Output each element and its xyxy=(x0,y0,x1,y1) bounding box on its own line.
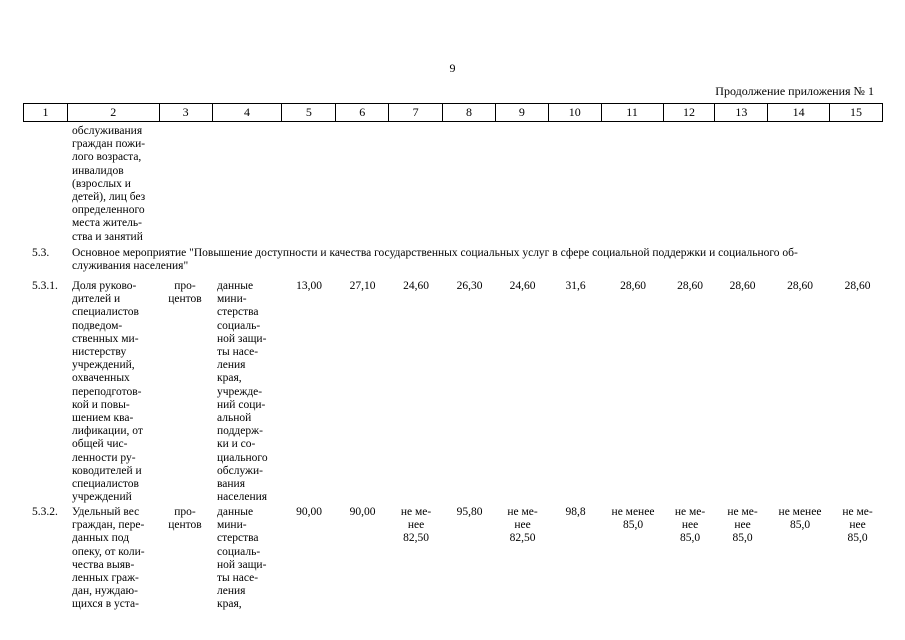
row-value: 27,10 xyxy=(349,280,376,292)
row-value: не ме- нее 85,0 xyxy=(842,506,873,545)
table-header-row xyxy=(23,103,883,122)
row-value: не ме- нее 85,0 xyxy=(674,506,706,545)
row-value: 90,00 xyxy=(296,506,322,518)
row-value: 24,60 xyxy=(509,280,536,292)
row-unit: про- центов xyxy=(168,280,202,306)
row-value: не ме- нее 85,0 xyxy=(727,506,758,545)
row-value: 24,60 xyxy=(403,280,429,292)
header-cell: 3 xyxy=(159,104,212,121)
header-cell: 11 xyxy=(601,104,663,121)
header-cell: 14 xyxy=(767,104,829,121)
row-value: 28,60 xyxy=(620,280,646,292)
row-value: 98,8 xyxy=(565,506,586,518)
row-value: 31,6 xyxy=(565,280,586,292)
header-cell: 7 xyxy=(388,104,442,121)
section-code: 5.3. xyxy=(32,247,50,259)
row-value: не ме- нее 82,50 xyxy=(400,506,432,545)
header-cell: 8 xyxy=(442,104,495,121)
row-value: не ме- нее 82,50 xyxy=(507,506,538,545)
header-cell: 15 xyxy=(829,104,882,121)
row-source: данные мини- стерства социаль- ной защи- ты насе- ления края, учрежде- ний соци- альной поддерж- ки и со- циального обслужи- вания населения xyxy=(217,280,268,504)
row-code: 5.3.2. xyxy=(32,506,58,518)
row-value: 28,60 xyxy=(677,280,703,292)
row-value: 13,00 xyxy=(296,280,322,292)
row-value: 28,60 xyxy=(729,280,756,292)
page-number: 9 xyxy=(449,61,456,75)
section-title: Основное мероприятие "Повышение доступности и качества государственных социальных услуг в сфере социальной поддержки и социального об- служивания населения" xyxy=(72,247,798,273)
row-value: 90,00 xyxy=(349,506,376,518)
row-code: 5.3.1. xyxy=(32,280,58,292)
header-cell: 10 xyxy=(548,104,601,121)
continuation-label: Продолжение приложения № 1 xyxy=(715,84,874,98)
header-cell: 2 xyxy=(67,104,159,121)
row-source: данные мини- стерства социаль- ной защи- ты насе- ления края, xyxy=(217,506,267,611)
row-value: 26,30 xyxy=(456,280,483,292)
row-value: не менее 85,0 xyxy=(611,506,655,532)
header-cell: 5 xyxy=(281,104,335,121)
header-cell: 12 xyxy=(663,104,715,121)
row-indicator-name: Доля руково- дителей и специалистов подведом- ственных ми- нистерству учреждений, охваченных переподготов- кой и повы- шением ква- лификации, от общей чис- ленности ру- ководителей и специалистов учреждений xyxy=(72,280,143,504)
row-value: 28,60 xyxy=(844,280,871,292)
header-cell: 4 xyxy=(212,104,282,121)
header-cell: 1 xyxy=(42,105,49,119)
row-unit: про- центов xyxy=(168,506,202,532)
header-cell: 9 xyxy=(495,104,548,121)
row-value: не менее 85,0 xyxy=(778,506,822,532)
header-cell: 13 xyxy=(714,104,767,121)
continued-row-name: обслуживания граждан пожи- лого возраста, инвалидов (взрослых и детей), лиц без определенного места житель- ства и занятий xyxy=(72,125,146,243)
row-value: 28,60 xyxy=(787,280,813,292)
row-indicator-name: Удельный вес граждан, пере- данных под опеку, от коли- чества выяв- ленных граж- дан, нуждаю- щихся в уста- xyxy=(72,506,145,611)
header-cell: 6 xyxy=(335,104,388,121)
row-value: 95,80 xyxy=(456,506,483,518)
